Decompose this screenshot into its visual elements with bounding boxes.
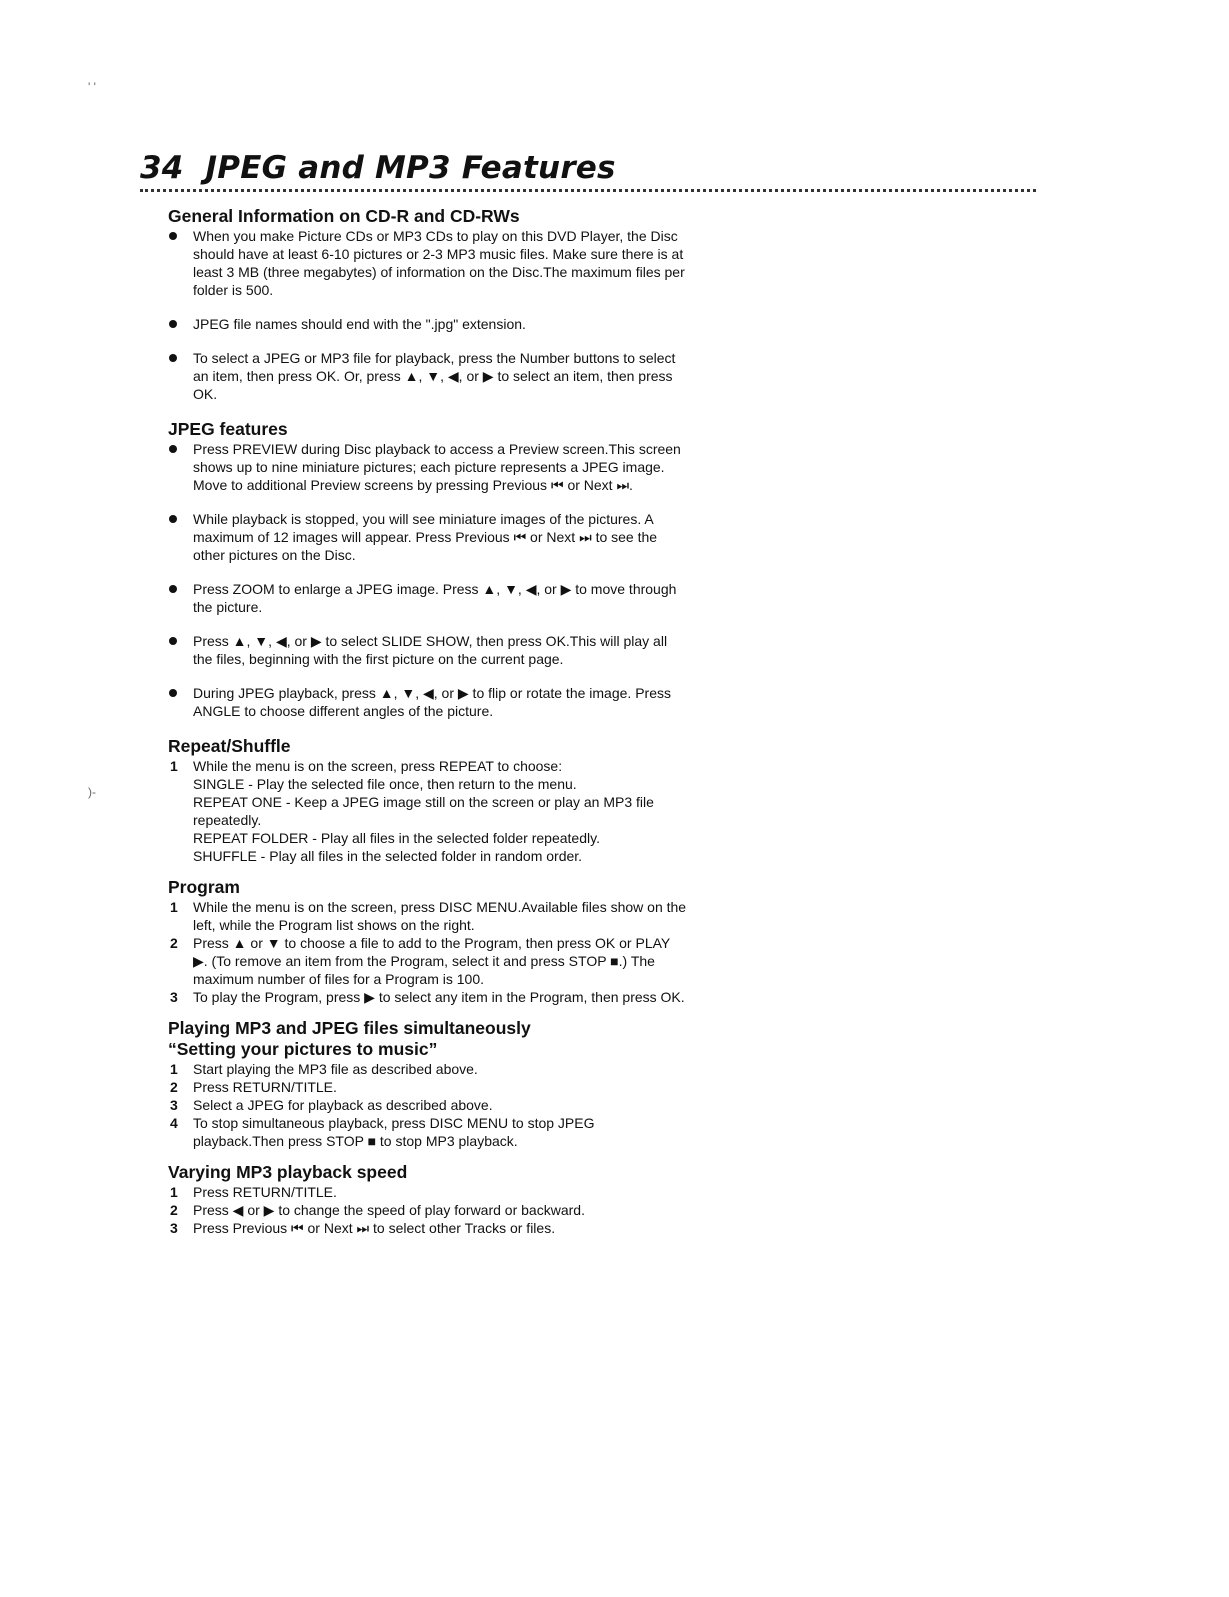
step-number: 1: [170, 899, 178, 915]
step-number: 4: [170, 1115, 178, 1131]
step-number: 3: [170, 1097, 178, 1113]
bullet-icon: [169, 320, 177, 328]
page-content: [168, 206, 688, 1237]
step-number: 2: [170, 935, 178, 951]
section-gap: [168, 1150, 688, 1162]
list-item: 3 To play the Program, press ▶ to select any item in the Program, then press OK.: [170, 989, 685, 1005]
simultaneous-step-list: [168, 1060, 688, 1150]
jpeg-bullet-list: [168, 440, 688, 720]
scan-mark-top-left: ' ': [88, 80, 96, 94]
bullet-icon: [169, 354, 177, 362]
repeat-option: SINGLE - Play the selected file once, then return to the menu.: [193, 776, 577, 792]
step-number: 1: [170, 758, 178, 774]
section-gap: [168, 865, 688, 877]
list-item: Press PREVIEW during Disc playback to access a Preview screen.This screen shows up to nine miniature pictures; each picture represents a JPEG image. Move to additional Preview screens by pressing Previous ⏮ or Next ⏭.: [168, 440, 688, 494]
list-item: 4 To stop simultaneous playback, press DISC MENU to stop JPEG playback.Then press STOP ■ to stop MP3 playback.: [170, 1115, 595, 1149]
repeat-intro: While the menu is on the screen, press REPEAT to choose:: [193, 758, 563, 774]
page-number: 34: [140, 150, 184, 186]
list-item: 1 Press RETURN/TITLE.: [170, 1184, 337, 1200]
repeat-option: SHUFFLE - Play all files in the selected folder in random order.: [193, 848, 583, 864]
page-title-text: JPEG and MP3 Features: [205, 150, 616, 186]
section-heading-simultaneous: Playing MP3 and JPEG files simultaneously: [168, 1018, 531, 1038]
list-item: 2 Press ◀ or ▶ to change the speed of play forward or backward.: [170, 1202, 585, 1218]
section-heading-speed: Varying MP3 playback speed: [168, 1162, 408, 1182]
list-item: [168, 757, 688, 865]
bullet-icon: [169, 637, 177, 645]
program-step-list: [168, 898, 688, 1006]
bullet-icon: [169, 689, 177, 697]
list-item: Press ▲, ▼, ◀, or ▶ to select SLIDE SHOW, then press OK.This will play all the files, beginning with the first picture on the current page.: [168, 632, 688, 668]
repeat-option: REPEAT FOLDER - Play all files in the selected folder repeatedly.: [193, 830, 600, 846]
list-item: While playback is stopped, you will see miniature images of the pictures. A maximum of 12 images will appear. Press Previous ⏮ or Next ⏭ to see the other pictures on the Disc.: [168, 510, 688, 564]
title-dotted-rule: [140, 189, 1036, 192]
step-number: 1: [170, 1061, 178, 1077]
list-item: 2 Press RETURN/TITLE.: [170, 1079, 337, 1095]
section-heading-jpeg: JPEG features: [168, 419, 288, 439]
scan-mark-left: )-: [88, 785, 96, 799]
list-item: To select a JPEG or MP3 file for playback, press the Number buttons to select an item, then press OK. Or, press ▲, ▼, ◀, or ▶ to select an item, then press OK.: [168, 349, 688, 403]
section-heading-general: General Information on CD-R and CD-RWs: [168, 206, 520, 226]
list-item: Press ZOOM to enlarge a JPEG image. Press ▲, ▼, ◀, or ▶ to move through the picture.: [168, 580, 688, 616]
bullet-icon: [169, 585, 177, 593]
step-number: 3: [170, 1220, 178, 1236]
step-number: 2: [170, 1079, 178, 1095]
step-number: 3: [170, 989, 178, 1005]
list-item: 1 Start playing the MP3 file as described above.: [170, 1061, 478, 1077]
bullet-icon: [169, 445, 177, 453]
repeat-step-list: [168, 757, 688, 865]
section-heading-program: Program: [168, 877, 240, 897]
section-heading-repeat: Repeat/Shuffle: [168, 736, 291, 756]
section-gap: [168, 1006, 688, 1018]
bullet-icon: [169, 232, 177, 240]
list-item: When you make Picture CDs or MP3 CDs to play on this DVD Player, the Disc should have at least 6-10 pictures or 2-3 MP3 music files. Make sure there is at least 3 MB (three megabytes) of information on the Disc.The maximum files per folder is 500.: [168, 227, 688, 299]
list-item: 3 Press Previous ⏮ or Next ⏭ to select other Tracks or files.: [170, 1220, 556, 1236]
section-subheading-simultaneous: “Setting your pictures to music”: [168, 1039, 438, 1059]
bullet-icon: [169, 515, 177, 523]
list-item: 2 Press ▲ or ▼ to choose a file to add to the Program, then press OK or PLAY ▶. (To remove an item from the Program, select it and press STOP ■.) The maximum number of files for a Program is 100.: [170, 935, 670, 987]
page-title: [140, 150, 616, 186]
step-number: 2: [170, 1202, 178, 1218]
list-item: During JPEG playback, press ▲, ▼, ◀, or ▶ to flip or rotate the image. Press ANGLE to choose different angles of the picture.: [168, 684, 688, 720]
speed-step-list: [168, 1183, 688, 1237]
step-number: 1: [170, 1184, 178, 1200]
list-item: 3 Select a JPEG for playback as described above.: [170, 1097, 493, 1113]
list-item: 1 While the menu is on the screen, press DISC MENU.Available files show on the left, while the Program list shows on the right.: [170, 899, 687, 933]
general-bullet-list: [168, 227, 688, 403]
list-item: JPEG file names should end with the ".jpg" extension.: [168, 315, 688, 333]
repeat-option: REPEAT ONE - Keep a JPEG image still on the screen or play an MP3 file repeatedly.: [193, 794, 654, 828]
